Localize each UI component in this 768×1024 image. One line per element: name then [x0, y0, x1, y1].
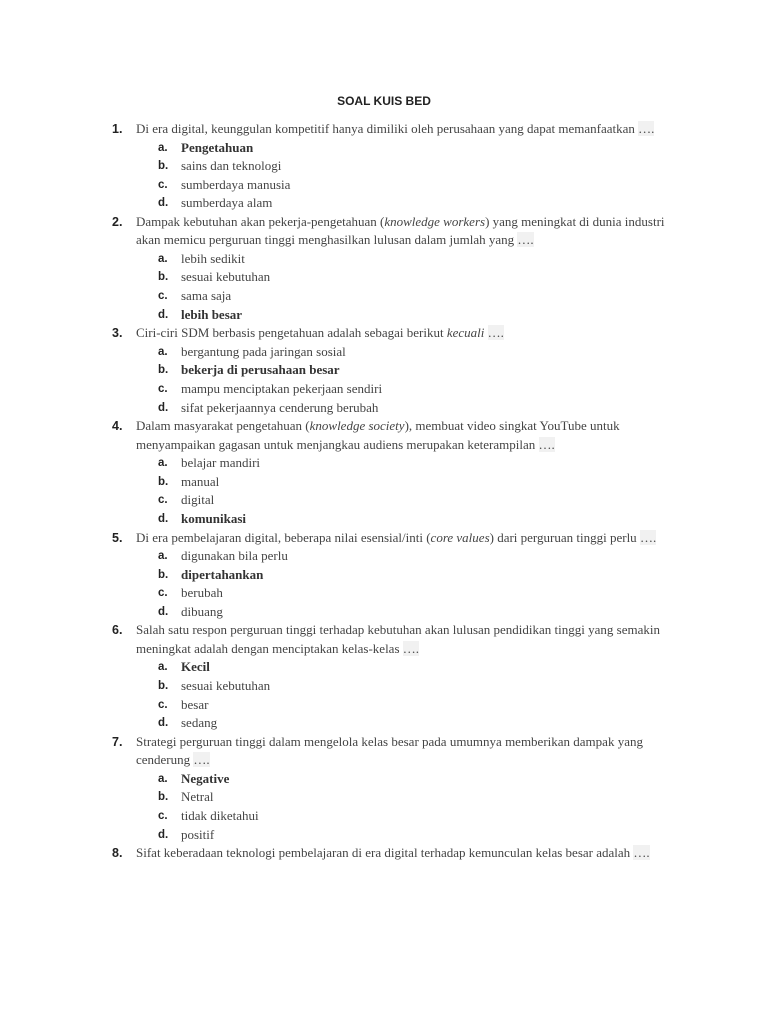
answer-blank: ….: [193, 752, 210, 768]
page-title: SOAL KUIS BED: [337, 94, 431, 108]
option-letter: d.: [158, 308, 169, 321]
option-text: digital: [181, 492, 215, 508]
option-list: [0, 250, 768, 324]
option-letter: c.: [158, 809, 168, 822]
option-letter: b.: [158, 160, 169, 173]
question-text-part: Di era digital, keunggulan kompetitif hanya dimiliki oleh perusahaan yang dapat memanfaatkan: [136, 121, 639, 136]
option-list: [0, 343, 768, 417]
question-text-part: Sifat keberadaan teknologi pembelajaran di era digital terhadap kemunculan kelas besar adalah: [136, 845, 634, 861]
option-list: [0, 139, 768, 213]
option-text: Netral: [181, 789, 214, 805]
answer-blank: ….: [633, 845, 650, 861]
question-term: knowledge society: [309, 418, 405, 434]
question-number: 2.: [112, 214, 123, 229]
answer-blank: ….: [538, 436, 555, 452]
option-item: [0, 677, 768, 696]
question-term: knowledge workers: [384, 213, 486, 229]
option-letter: c.: [158, 698, 168, 711]
option-item: [0, 306, 768, 325]
question-text: [136, 529, 676, 548]
option-letter: a.: [158, 252, 168, 265]
option-item: [0, 139, 768, 158]
option-letter: d.: [158, 401, 169, 414]
question-term: core values: [430, 529, 490, 545]
question-text-part: ) yang meningkat di dunia industri akan memicu perguruan tinggi menghasilkan lulusan dalam jumlah yang: [136, 213, 665, 248]
question-item: [0, 120, 768, 213]
option-text: sedang: [181, 715, 218, 731]
answer-blank: ….: [487, 325, 504, 341]
option-list: [0, 658, 768, 732]
option-text: berubah: [181, 585, 223, 601]
answer-blank: ….: [517, 232, 534, 248]
option-item: [0, 603, 768, 622]
correct-answer: komunikasi: [181, 510, 247, 526]
question-text-part: ) dari perguruan tinggi perlu: [489, 529, 640, 545]
option-item: [0, 770, 768, 789]
option-text: besar: [181, 696, 209, 712]
option-text: belajar mandiri: [181, 455, 261, 471]
option-item: [0, 696, 768, 715]
option-list: [0, 770, 768, 844]
question-text-part: Dalam masyarakat pengetahuan (: [136, 418, 310, 434]
option-item: [0, 157, 768, 176]
option-item: [0, 473, 768, 492]
option-item: [0, 826, 768, 845]
question-text-part: Salah satu respon perguruan tinggi terhadap kebutuhan akan lulusan pendidikan tinggi yang semakin meningkat adalah dengan menciptakan kelas-kelas: [136, 622, 660, 656]
question-item: [0, 733, 768, 844]
option-text: bergantung pada jaringan sosial: [181, 343, 346, 359]
question-item: [0, 324, 768, 417]
option-letter: a.: [158, 141, 168, 154]
option-letter: a.: [158, 661, 168, 674]
option-letter: c.: [158, 587, 168, 600]
question-number: 4.: [112, 419, 123, 434]
option-item: [0, 176, 768, 195]
answer-blank: ….: [639, 529, 657, 545]
option-letter: a.: [158, 457, 168, 470]
option-item: [0, 194, 768, 213]
option-item: [0, 399, 768, 418]
question-list: [0, 120, 768, 863]
option-letter: b.: [158, 364, 169, 377]
option-letter: a.: [158, 772, 168, 785]
correct-answer: Pengetahuan: [181, 139, 254, 155]
option-letter: d.: [158, 605, 169, 618]
correct-answer: lebih besar: [181, 306, 243, 322]
option-item: [0, 566, 768, 585]
option-letter: b.: [158, 791, 169, 804]
question-text: [136, 844, 676, 863]
option-letter: d.: [158, 197, 169, 210]
option-item: [0, 788, 768, 807]
option-letter: b.: [158, 568, 169, 581]
option-letter: c.: [158, 290, 168, 303]
option-text: sesuai kebutuhan: [181, 269, 271, 285]
option-item: [0, 510, 768, 529]
option-list: [0, 454, 768, 528]
question-text: [136, 733, 676, 770]
question-item: [0, 213, 768, 324]
question-text: [136, 213, 676, 250]
question-text-part: Dampak kebutuhan akan pekerja-pengetahuan (: [136, 213, 385, 229]
option-list: [0, 547, 768, 621]
question-number: 8.: [112, 846, 123, 861]
option-letter: c.: [158, 494, 168, 507]
question-number: 1.: [112, 122, 123, 136]
option-text: sains dan teknologi: [181, 158, 282, 174]
option-text: manual: [181, 473, 220, 489]
question-text: [136, 324, 676, 343]
option-letter: c.: [158, 178, 168, 191]
option-text: lebih sedikit: [181, 250, 245, 266]
correct-answer: Kecil: [181, 659, 210, 675]
question-text: [136, 621, 676, 658]
option-letter: d.: [158, 512, 169, 525]
correct-answer: dipertahankan: [181, 566, 264, 582]
question-number: 7.: [112, 734, 123, 749]
question-text-part: Di era pembelajaran digital, beberapa nilai esensial/inti (: [136, 529, 431, 545]
option-item: [0, 807, 768, 826]
option-text: sumberdaya alam: [181, 195, 273, 211]
question-item: [0, 844, 768, 863]
option-letter: a.: [158, 550, 168, 562]
option-text: digunakan bila perlu: [181, 548, 288, 563]
question-text-part: Ciri-ciri SDM berbasis pengetahuan adalah sebagai berikut: [136, 325, 447, 341]
correct-answer: bekerja di perusahaan besar: [181, 362, 340, 378]
option-letter: b.: [158, 271, 169, 284]
question-number: 5.: [112, 530, 123, 545]
option-item: [0, 584, 768, 603]
option-item: [0, 491, 768, 510]
question-number: 3.: [112, 326, 123, 341]
option-item: [0, 454, 768, 473]
answer-blank: ….: [402, 640, 420, 656]
option-item: [0, 250, 768, 269]
question-text: [136, 120, 676, 139]
question-text-part: Strategi perguruan tinggi dalam mengelola kelas besar pada umumnya memberikan dampak yang cenderung: [136, 733, 643, 768]
option-text: sumberdaya manusia: [181, 176, 291, 192]
option-text: dibuang: [181, 603, 223, 619]
option-item: [0, 714, 768, 733]
option-text: tidak diketahui: [181, 807, 259, 823]
option-letter: d.: [158, 717, 169, 730]
option-text: sifat pekerjaannya cenderung berubah: [181, 399, 379, 415]
answer-blank: ….: [638, 121, 655, 136]
option-item: [0, 380, 768, 399]
question-item: [0, 529, 768, 622]
option-letter: a.: [158, 345, 168, 358]
option-item: [0, 361, 768, 380]
correct-answer: Negative: [181, 770, 230, 786]
option-text: positif: [181, 826, 215, 842]
option-item: [0, 287, 768, 306]
question-item: [0, 621, 768, 732]
option-item: [0, 343, 768, 362]
option-text: sesuai kebutuhan: [181, 677, 271, 693]
question-text: [136, 417, 676, 454]
option-item: [0, 658, 768, 677]
option-text: sama saja: [181, 288, 232, 304]
option-item: [0, 547, 768, 566]
option-letter: d.: [158, 828, 169, 841]
option-letter: b.: [158, 475, 169, 488]
option-letter: b.: [158, 679, 169, 692]
question-item: [0, 417, 768, 528]
question-term: kecuali: [446, 325, 485, 341]
question-number: 6.: [112, 623, 123, 638]
option-text: mampu menciptakan pekerjaan sendiri: [181, 380, 383, 396]
option-item: [0, 268, 768, 287]
question-text-part: ), membuat video singkat YouTube untuk menyampaikan gagasan untuk menjangkau audiens merupakan keterampilan: [136, 418, 620, 452]
option-letter: c.: [158, 382, 168, 395]
